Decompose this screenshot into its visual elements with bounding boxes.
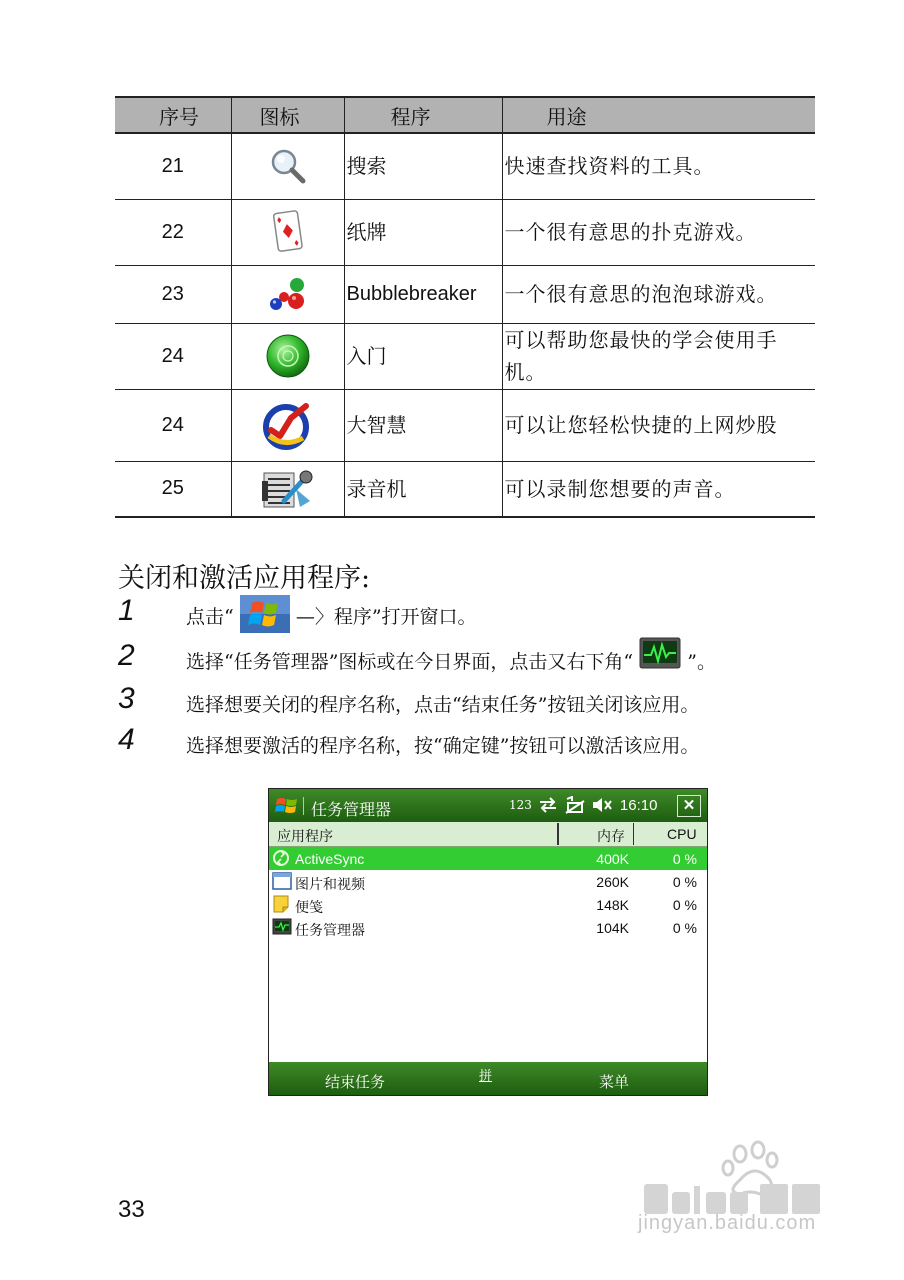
title-bar xyxy=(269,789,707,822)
app-memory: 400K xyxy=(596,851,629,867)
activesync-icon xyxy=(272,849,290,867)
program-usage: 可以帮助您最快的学会使用手机。 xyxy=(502,323,815,389)
window-title: 任务管理器 xyxy=(311,802,392,819)
program-name: Bubblebreaker xyxy=(344,265,502,323)
program-usage: 一个很有意思的泡泡球游戏。 xyxy=(502,265,815,323)
column-header xyxy=(269,822,707,847)
column-memory[interactable]: 内存 xyxy=(597,828,625,844)
table-row xyxy=(115,461,815,517)
row-number: 24 xyxy=(115,323,231,389)
task-manager-icon xyxy=(639,637,681,671)
app-name: 图片和视频 xyxy=(295,876,365,892)
app-cpu: 0 % xyxy=(672,920,697,936)
sync-arrows-icon[interactable] xyxy=(538,797,558,813)
step-text: 点击“ xyxy=(186,606,234,628)
row-number: 23 xyxy=(115,265,231,323)
step-number: 1 xyxy=(118,594,135,627)
step-text: 选择想要激活的程序名称，按“确定键”按钮可以激活该应用。 xyxy=(186,735,700,757)
header-number: 序号 xyxy=(115,97,231,133)
program-usage: 快速查找资料的工具。 xyxy=(502,133,815,199)
pictures-videos-icon xyxy=(272,872,292,890)
app-cpu: 0 % xyxy=(672,897,697,913)
table-row xyxy=(115,389,815,461)
section-title: 关闭和激活应用程序: xyxy=(118,563,371,594)
baidu-logo-watermark xyxy=(610,1140,860,1220)
header-icon: 图标 xyxy=(231,97,344,133)
step-number: 2 xyxy=(118,639,135,672)
program-usage: 可以让您轻松快捷的上网炒股 xyxy=(502,389,815,461)
program-name: 大智慧 xyxy=(344,389,502,461)
program-usage: 一个很有意思的扑克游戏。 xyxy=(502,199,815,265)
clock[interactable]: 16:10 xyxy=(619,796,658,814)
notes-icon xyxy=(272,895,290,913)
column-cpu[interactable]: CPU xyxy=(667,826,697,842)
list-item[interactable] xyxy=(269,893,707,916)
row-number: 21 xyxy=(115,133,231,199)
table-row xyxy=(115,199,815,265)
no-signal-icon[interactable] xyxy=(564,796,586,814)
stock-chart-icon xyxy=(261,400,315,450)
step-text: 选择想要关闭的程序名称，点击“结束任务”按钮关闭该应用。 xyxy=(186,694,700,716)
input-mode[interactable]: 123 xyxy=(509,798,532,812)
program-name: 纸牌 xyxy=(344,199,502,265)
table-row xyxy=(115,133,815,199)
speaker-muted-icon[interactable] xyxy=(592,797,614,813)
close-button[interactable]: ✕ xyxy=(677,795,701,817)
magnifier-icon xyxy=(269,147,307,185)
list-item[interactable] xyxy=(269,870,707,893)
task-manager-screenshot xyxy=(268,788,708,1096)
app-cpu: 0 % xyxy=(672,874,697,890)
windows-start-icon xyxy=(240,595,290,633)
watermark-url: jingyan.baidu.com xyxy=(638,1212,817,1234)
step-1 xyxy=(118,594,818,638)
end-task-softkey[interactable]: 结束任务 xyxy=(325,1074,386,1091)
step-3 xyxy=(118,682,818,726)
list-item[interactable] xyxy=(269,847,707,870)
header-program: 程序 xyxy=(344,97,502,133)
playing-card-icon xyxy=(271,208,305,256)
program-usage: 可以录制您想要的声音。 xyxy=(502,461,815,517)
row-number: 25 xyxy=(115,461,231,517)
table-row xyxy=(115,265,815,323)
input-method-softkey[interactable]: 拼 xyxy=(479,1068,493,1083)
table-header-row xyxy=(115,97,815,133)
program-name: 录音机 xyxy=(344,461,502,517)
program-name: 搜索 xyxy=(344,133,502,199)
soft-key-bar xyxy=(269,1062,707,1095)
app-name: 便笺 xyxy=(295,899,323,915)
header-usage: 用途 xyxy=(502,97,815,133)
step-number: 3 xyxy=(118,682,135,715)
column-app[interactable]: 应用程序 xyxy=(277,828,333,844)
step-2 xyxy=(118,639,818,683)
step-number: 4 xyxy=(118,723,135,756)
step-text: —〉程序”打开窗口。 xyxy=(295,606,477,628)
step-4 xyxy=(118,723,818,767)
list-item[interactable] xyxy=(269,916,707,939)
page-number: 33 xyxy=(118,1196,145,1223)
step-text: ”。 xyxy=(687,651,716,673)
bubbles-icon xyxy=(268,275,308,313)
task-manager-icon xyxy=(272,918,292,936)
app-name: ActiveSync xyxy=(295,851,365,867)
voice-recorder-icon xyxy=(260,467,316,511)
app-memory: 148K xyxy=(596,897,629,913)
program-table xyxy=(115,96,815,518)
row-number: 22 xyxy=(115,199,231,265)
status-bar xyxy=(509,796,657,814)
row-number: 24 xyxy=(115,389,231,461)
app-name: 任务管理器 xyxy=(295,922,365,938)
step-text: 选择“任务管理器”图标或在今日界面，点击又右下角“ xyxy=(186,651,634,673)
table-row xyxy=(115,323,815,389)
windows-start-icon[interactable] xyxy=(275,795,299,817)
green-circle-icon xyxy=(265,333,311,379)
menu-softkey[interactable]: 菜单 xyxy=(599,1074,630,1091)
program-name: 入门 xyxy=(344,323,502,389)
app-memory: 260K xyxy=(596,874,629,890)
app-cpu: 0 % xyxy=(672,851,697,867)
app-memory: 104K xyxy=(596,920,629,936)
